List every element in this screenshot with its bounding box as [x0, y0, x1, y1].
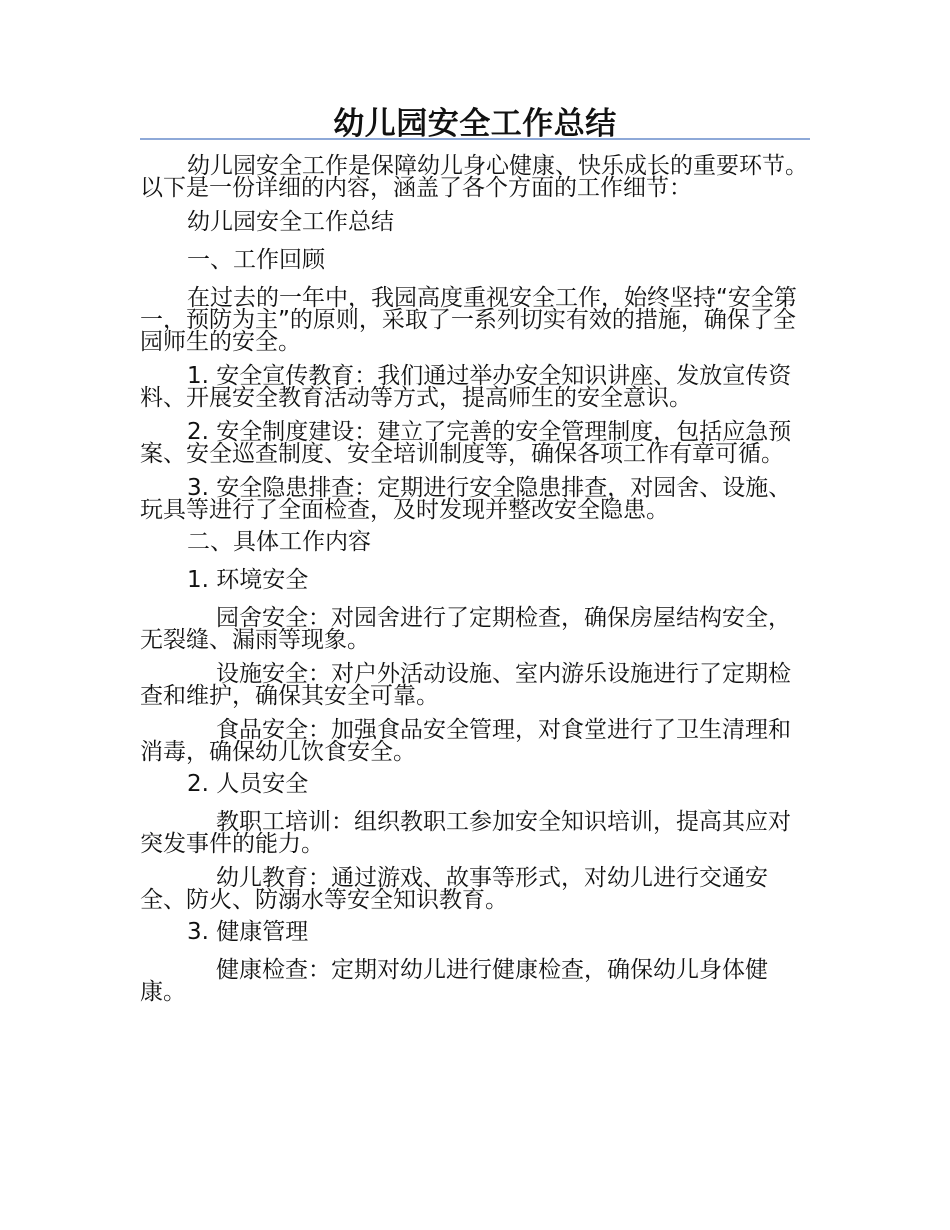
staff-item: 教职工培训：组织教职工参加安全知识培训，提高其应对突发事件的能力。 — [140, 809, 791, 857]
title-underline — [140, 138, 810, 140]
review-paragraph: 在过去的一年中，我园高度重视安全工作，始终坚持“安全第一，预防为主”的原则，采取了一系列切实有效的措施，确保了全园师生的安全。 — [140, 285, 797, 355]
subsection-heading-staff: 2. 人员安全 — [187, 771, 309, 797]
staff-item: 幼儿教育：通过游戏、故事等形式，对幼儿进行交通安全、防火、防溺水等安全知识教育。 — [140, 865, 768, 913]
environment-item: 设施安全：对户外活动设施、室内游乐设施进行了定期检查和维护，确保其安全可靠。 — [140, 661, 791, 709]
section-heading-review: 一、工作回顾 — [187, 247, 325, 273]
intro-paragraph: 幼儿园安全工作是保障幼儿身心健康、快乐成长的重要环节。以下是一份详细的内容，涵盖了各个方面的工作细节： — [140, 153, 808, 201]
subsection-heading-health: 3. 健康管理 — [187, 919, 309, 945]
document-title: 幼儿园安全工作总结 — [333, 106, 617, 142]
subtitle: 幼儿园安全工作总结 — [187, 209, 394, 235]
environment-item: 食品安全：加强食品安全管理，对食堂进行了卫生清理和消毒，确保幼儿饮食安全。 — [140, 717, 791, 765]
section-heading-details: 二、具体工作内容 — [187, 529, 371, 555]
environment-item: 园舍安全：对园舍进行了定期检查，确保房屋结构安全，无裂缝、漏雨等现象。 — [140, 605, 791, 653]
subsection-heading-environment: 1. 环境安全 — [187, 567, 309, 593]
review-item: 2. 安全制度建设：建立了完善的安全管理制度，包括应急预案、安全巡查制度、安全培训制度等，确保各项工作有章可循。 — [140, 419, 792, 467]
document-body — [140, 155, 810, 1015]
review-item: 1. 安全宣传教育：我们通过举办安全知识讲座、发放宣传资料、开展安全教育活动等方式，提高师生的安全意识。 — [140, 363, 792, 411]
review-item: 3. 安全隐患排查：定期进行安全隐患排查，对园舍、设施、玩具等进行了全面检查，及时发现并整改安全隐患。 — [140, 475, 792, 523]
health-item: 健康检查：定期对幼儿进行健康检查，确保幼儿身体健康。 — [140, 957, 768, 1005]
